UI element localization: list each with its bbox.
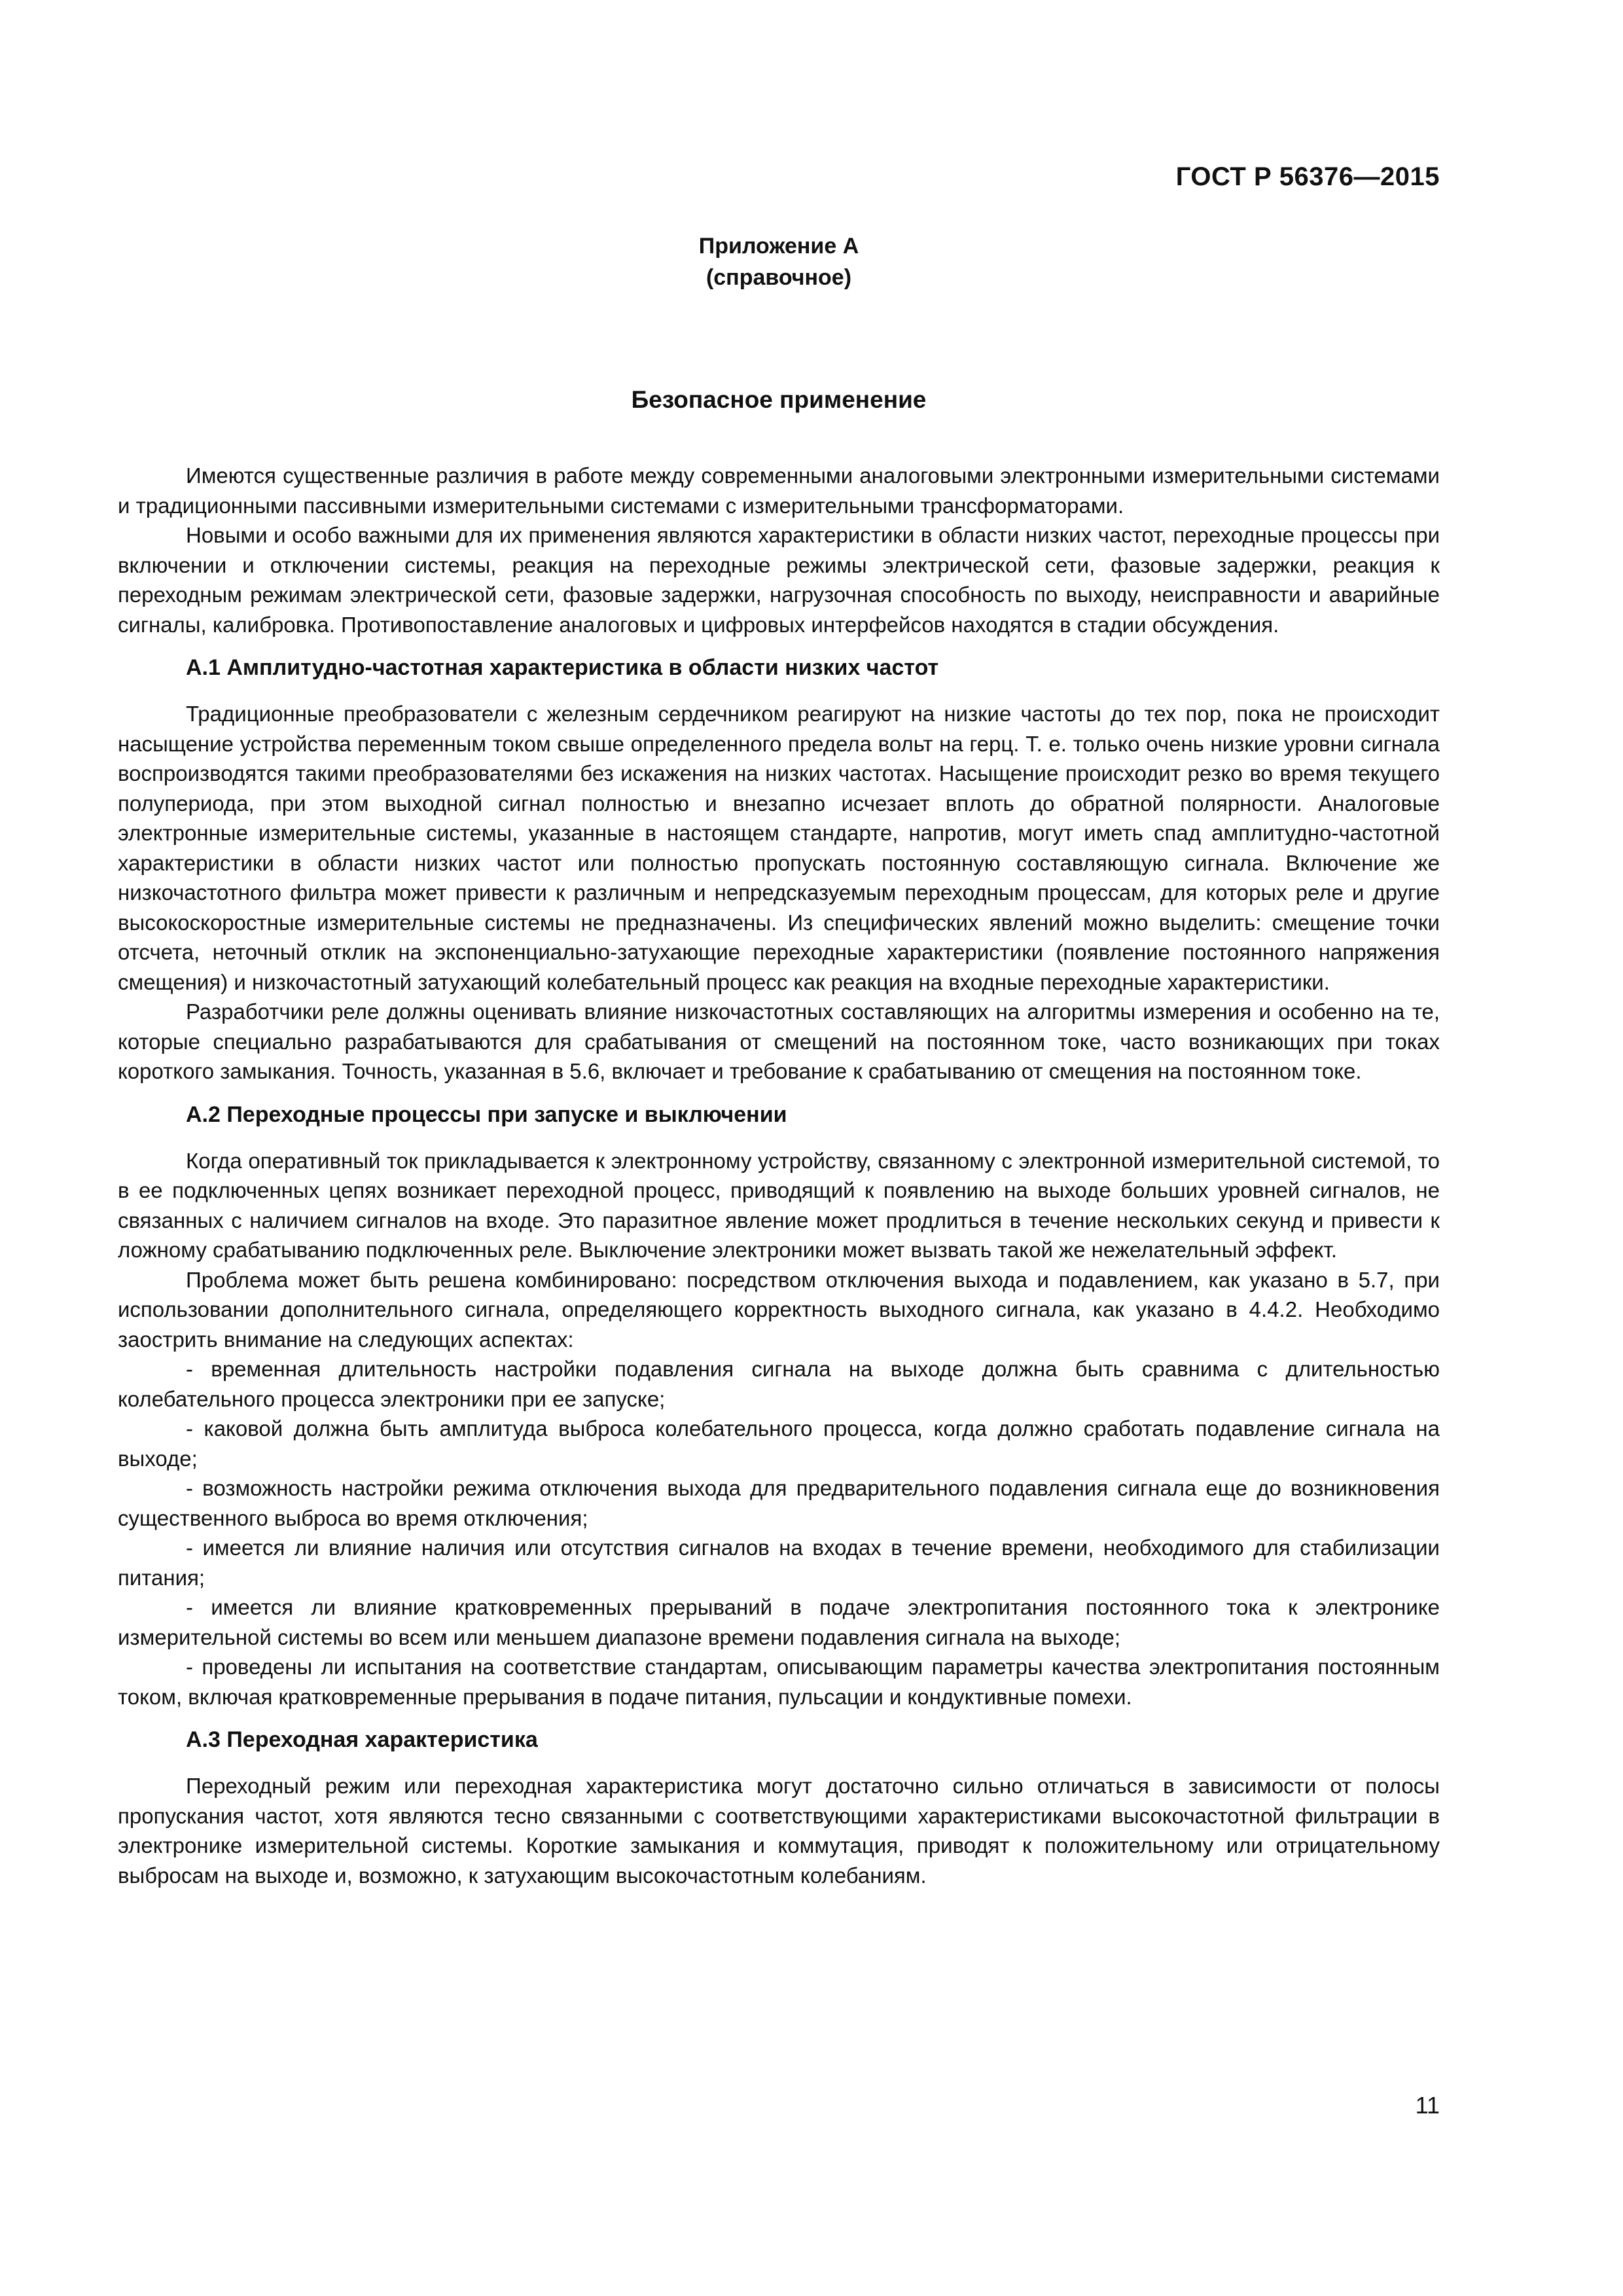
appendix-heading xyxy=(118,230,1440,293)
document-page xyxy=(118,0,1440,2296)
page-number: 11 xyxy=(1415,2092,1440,2119)
section-a2-list-item-5: - имеется ли влияние кратковременных прерываний в подаче электропитания постоянного тока к электронике измерительной системы во всем или меньшем диапазоне времени подавления сигнала на выходе; xyxy=(118,1595,1440,1649)
section-a2-paragraph-1: Когда оперативный ток прикладывается к электронному устройству, связанному с электронной измерительной системой, то в ее подключенных цепях возникает переходной процесс, приводящий к появлению на выходе больших уровней сигналов, не связанных с наличием сигналов на входе. Это паразитное явление может продлиться в течение нескольких секунд и привести к ложному срабатыванию подключенных реле. Выключение электроники может вызвать такой же нежелательный эффект. xyxy=(118,1148,1440,1262)
section-a2-list-item-4: - имеется ли влияние наличия или отсутствия сигналов на входах в течение времени, необходимого для стабилизации питания; xyxy=(118,1535,1440,1590)
section-a3-heading: А.3 Переходная характеристика xyxy=(186,1727,538,1752)
intro-paragraph-1: Имеются существенные различия в работе между современными аналоговыми электронными измерительными системами и традиционными пассивными измерительными системами с измерительными трансформаторами. xyxy=(118,463,1440,518)
section-a1-heading: А.1 Амплитудно-частотная характеристика в области низких частот xyxy=(186,655,939,680)
appendix-type: (справочное) xyxy=(705,265,852,290)
appendix-label: Приложение А xyxy=(698,234,859,259)
section-a1-paragraph-1: Традиционные преобразователи с железным сердечником реагируют на низкие частоты до тех пор, пока не происходит насыщение устройства переменным током свыше определенного предела вольт на герц. Т. е. только очень низкие уровни сигнала воспроизводятся такими преобразователями без искажения на низких частотах. Насыщение происходит резко во время текущего полупериода, при этом выходной сигнал полностью и внезапно исчезает вплоть до обратной полярности. Аналоговые электронные измерительные системы, указанные в настоящем стандарте, напротив, могут иметь спад амплитудно-частотной характеристики в области низких частот или полностью пропускать постоянную составляющую сигнала. Включение же низкочастотного фильтра может привести к различным и непредсказуемым переходным процессам, для которых реле и другие высокоскоростные измерительные системы не предназначены. Из специфических явлений можно выделить: смещение точки отсчета, неточный отклик на экспоненциально-затухающие переходные характеристики (появление постоянного напряжения смещения) и низкочастотный затухающий колебательный процесс как реакция на входные переходные характеристики. xyxy=(118,702,1440,994)
intro-paragraph-2: Новыми и особо важными для их применения являются характеристики в области низких частот, переходные процессы при включении и отключении системы, реакция на переходные режимы электрической сети, фазовые задержки, реакция к переходным режимам электрической сети, фазовые задержки, нагрузочная способность по выходу, неисправности и аварийные сигналы, калибровка. Противопоставление аналоговых и цифровых интерфейсов находятся в стадии обсуждения. xyxy=(118,523,1440,637)
document-body xyxy=(118,461,1440,1890)
section-a2-heading: А.2 Переходные процессы при запуске и выключении xyxy=(186,1102,787,1127)
section-a1-paragraph-2: Разработчики реле должны оценивать влияние низкочастотных составляющих на алгоритмы измерения и особенно на те, которые специально разрабатываются для срабатывания от смещений на постоянном токе, часто возникающих при токах короткого замыкания. Точность, указанная в 5.6, включает и требование к срабатыванию от смещения на постоянном токе. xyxy=(118,999,1440,1083)
document-code: ГОСТ Р 56376—2015 xyxy=(1175,162,1440,191)
appendix-title: Безопасное применение xyxy=(631,386,927,413)
section-a3-paragraph-1: Переходный режим или переходная характеристика могут достаточно сильно отличаться в зависимости от полосы пропускания частот, хотя являются тесно связанными с соответствующими характеристиками высокочастотной фильтрации в электронике измерительной системы. Короткие замыкания и коммутация, приводят к положительному или отрицательному выбросам на выходе и, возможно, к затухающим высокочастотным колебаниям. xyxy=(118,1774,1440,1888)
section-a2-list-item-6: - проведены ли испытания на соответствие стандартам, описывающим параметры качества электропитания постоянным током, включая кратковременные прерывания в подаче питания, пульсации и кондуктивные помехи. xyxy=(118,1655,1440,1709)
section-a2-list-item-1: - временная длительность настройки подавления сигнала на выходе должна быть сравнима с длительностью колебательного процесса электроники при ее запуске; xyxy=(118,1357,1440,1411)
section-a2-paragraph-2: Проблема может быть решена комбинировано: посредством отключения выхода и подавлением, как указано в 5.7, при использовании дополнительного сигнала, определяющего корректность выходного сигнала, как указано в 4.4.2. Необходимо заострить внимание на следующих аспектах: xyxy=(118,1267,1440,1352)
section-a2-list-item-2: - каковой должна быть амплитуда выброса колебательного процесса, когда должно сработать подавление сигнала на выходе; xyxy=(118,1416,1440,1471)
section-a2-list-item-3: - возможность настройки режима отключения выхода для предварительного подавления сигнала еще до возникновения существенного выброса во время отключения; xyxy=(118,1476,1440,1530)
